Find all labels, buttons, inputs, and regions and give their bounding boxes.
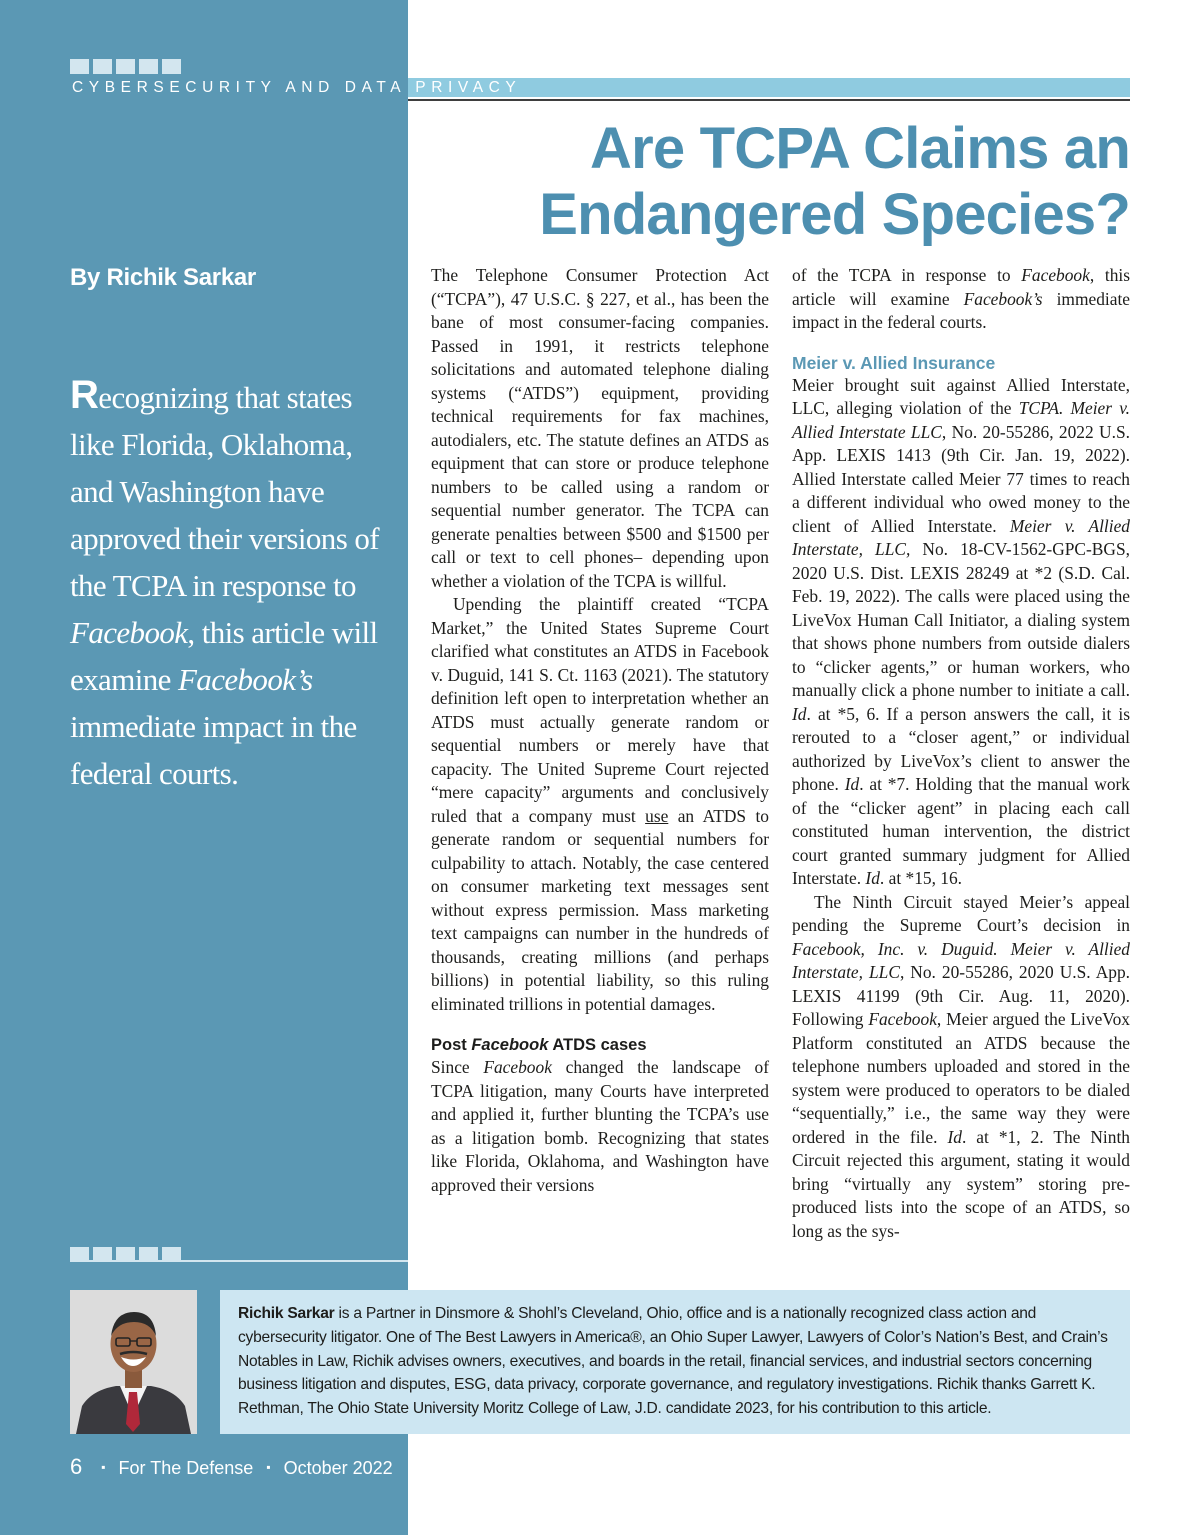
square xyxy=(116,59,135,74)
page-footer xyxy=(70,1454,393,1480)
italic-text: Id xyxy=(792,703,807,724)
text-run: Upending the plaintiff created “TCPA Market,” the United States Supreme Court clarified what constitutes an ATDS in Facebook v. Duguid, 141 S. Ct. 1163 (2021). The statutory definition left open to interpretation whether an ATDS must actually generate random or sequential numbers or merely have that capacity. The United Supreme Court rejected “mere capacity” arguments and conclusively ruled that a company must xyxy=(431,594,769,826)
text-run: . at *7. Holding that the manual work of the “clicker agent” in placing each call constituted human intervention, the district court granted summary judgment for Allied Interstate. xyxy=(792,774,1131,888)
bio-text: is a Partner in Dinsmore & Shohl’s Cleveland, Ohio, office and is a nationally recognized class action and cybersecurity litigator. One of The Best Lawyers in America®, an Ohio Super Lawyer, Lawyers of Color’s Nation’s Best, and Crain’s Notables in Law, Richik advises owners, executives, and boards in the retail, financial services, and industrial sectors concerning business litigation and disputes, ESG, data privacy, corporate governance, and regulatory investigations. Richik thanks Garrett K. Rethman, The Ohio State University Moritz College of Law, J.D. candidate 2023, for his contribution to this article. xyxy=(238,1305,1108,1418)
italic-text: Facebook xyxy=(483,1057,552,1077)
text-run: of the TCPA in response to xyxy=(792,265,1022,285)
text-run: Post xyxy=(431,1036,472,1054)
text-run: ATDS cases xyxy=(548,1036,647,1054)
pull-quote-text: , this article will examine xyxy=(70,615,378,697)
article-headline xyxy=(430,116,1130,248)
author-bio xyxy=(238,1302,1118,1421)
pull-quote xyxy=(70,372,400,797)
text-run: . at *5, 6. If a person answers the call, it is rerouted to a “closer agent,” or individual authorized by LiveVox’s client to answer the phone. xyxy=(792,703,1130,794)
section-divider xyxy=(408,99,1130,101)
text-run: an ATDS to generate random or sequential numbers for culpability to attach. Notably, the case centered on consumer marketing text messages sent without express permission. Mass marketing text campaigns can number in the hundreds of thousands, creating millions (and perhaps billions) in potential liability, so this ruling eliminated trillions in potential damages. xyxy=(431,805,769,1014)
separator-icon: ▪ xyxy=(266,1460,271,1474)
author-byline: By Richik Sarkar xyxy=(70,264,256,291)
text-run: Meier brought suit against Allied Interstate, LLC, alleging violation of the xyxy=(792,374,1130,418)
text-run: The Ninth Circuit stayed Meier’s appeal pending the Supreme Court’s decision in xyxy=(792,891,1130,935)
headline-line-1: Are TCPA Claims an xyxy=(590,116,1130,181)
subheading-meier: Meier v. Allied Insurance xyxy=(792,352,996,373)
text-run: changed the landscape of TCPA litigation, many Courts have interpreted and applied it, further blunting the TCPA’s use as a litigation bomb. Recognizing that states like Florida, Oklahoma, and Washington have approved their versions xyxy=(431,1057,770,1195)
italic-text: Id xyxy=(844,774,860,794)
pull-quote-emphasis: Facebook’s xyxy=(177,662,313,697)
pull-quote-text: immediate impact in the federal courts. xyxy=(70,709,357,791)
portrait-icon xyxy=(70,1290,197,1434)
paragraph: The Telephone Consumer Protection Act (“TCPA”), 47 U.S.C. § 227, et al., has been the bane of most consumer-facing companies. Passed in 1991, it restricts telephone solicitations and automated telephone dialing systems (“ATDS”) equipment, providing technical requirements for fax machines, autodialers, etc. The statute defines an ATDS as equipment that can store or produce telephone numbers to be called using a random or sequential number generator. The TCPA can generate penalties between $500 and $1500 per call or text to cell phones– depending upon whether a violation of the TCPA is willful. xyxy=(431,265,769,591)
pull-quote-emphasis: Facebook xyxy=(70,615,188,650)
italic-text: Facebook’s xyxy=(963,288,1043,309)
underlined-text: use xyxy=(645,805,669,826)
italic-text: Id xyxy=(865,868,880,888)
pull-quote-text: ecognizing that states like Florida, Oklahoma, and Washington have approved their versions of the TCPA in response to xyxy=(70,380,379,603)
text-run: , No. 20-55286, 2020 U.S. App. LEXIS 41199 (9th Cir. Aug. 11, 2020). Following xyxy=(792,962,1130,1029)
paragraph xyxy=(792,374,1130,891)
author-photo xyxy=(70,1290,197,1434)
article-column-1 xyxy=(431,264,769,1197)
italic-text: Meier v. Allied Interstate, LLC, xyxy=(792,515,1130,559)
paragraph xyxy=(431,1056,769,1197)
text-run: . at *1, 2. The Ninth Circuit rejected this argument, stating it would bring “virtually any system” storing pre-produced lists into the scope of an ATDS, so long as the sys- xyxy=(792,1126,1130,1241)
italic-text: Facebook xyxy=(868,1009,937,1029)
separator-icon: ▪ xyxy=(101,1460,106,1474)
square xyxy=(70,59,89,74)
paragraph xyxy=(792,891,1130,1244)
decorative-squares-top xyxy=(70,59,181,74)
text-run: Since xyxy=(431,1057,484,1077)
divider-rule xyxy=(70,1260,408,1262)
subheading-post-facebook xyxy=(431,1034,769,1056)
italic-text: Id xyxy=(947,1126,962,1147)
text-run: , Meier argued the LiveVox Platform constituted an ATDS because the telephone numbers uploaded and stored in the system were produced to operators to be dialed “sequentially,” i.e., the same way they were ordered in the file. xyxy=(792,1009,1130,1147)
italic-text: Facebook xyxy=(471,1036,549,1054)
text-run: . at *15, 16. xyxy=(879,868,963,888)
article-column-2 xyxy=(792,264,1130,1243)
italic-text: TCPA. Meier v. Allied Interstate LLC xyxy=(792,398,1130,442)
text-run: , No. 20-55286, 2022 U.S. App. LEXIS 1413 (9th Cir. Jan. 19, 2022). Allied Interstate called Meier 77 times to reach a different individual who owed money to the client of Allied Interstate. xyxy=(792,421,1130,536)
publication-name: For The Defense xyxy=(118,1458,254,1478)
square xyxy=(93,59,112,74)
square xyxy=(162,59,181,74)
page-number: 6 xyxy=(70,1454,83,1479)
drop-cap: R xyxy=(70,373,99,417)
bio-author-name: Richik Sarkar xyxy=(238,1305,335,1322)
paragraph xyxy=(431,593,769,1016)
issue-date: October 2022 xyxy=(283,1458,393,1478)
italic-text: Facebook, Inc. v. Duguid. Meier v. Allied Interstate, LLC xyxy=(792,938,1130,982)
headline-line-2: Endangered Species? xyxy=(539,182,1130,247)
text-run: , this article will examine xyxy=(792,265,1130,309)
italic-text: Facebook xyxy=(1021,265,1090,285)
paragraph xyxy=(792,264,1130,335)
section-label: CYBERSECURITY AND DATA PRIVACY xyxy=(72,79,522,96)
square xyxy=(139,59,158,74)
text-run: No. 18-CV-1562-GPC-BGS, 2020 U.S. Dist. LEXIS 28249 at *2 (S.D. Cal. Feb. 19, 2022). The calls were placed using the LiveVox Human Call Initiator, a dialing system that shows phone numbers from outside dialers to “clicker agents,” or human workers, who manually click a phone number to initiate a call. xyxy=(792,539,1130,700)
text-run: immediate impact in the federal courts. xyxy=(792,288,1130,332)
